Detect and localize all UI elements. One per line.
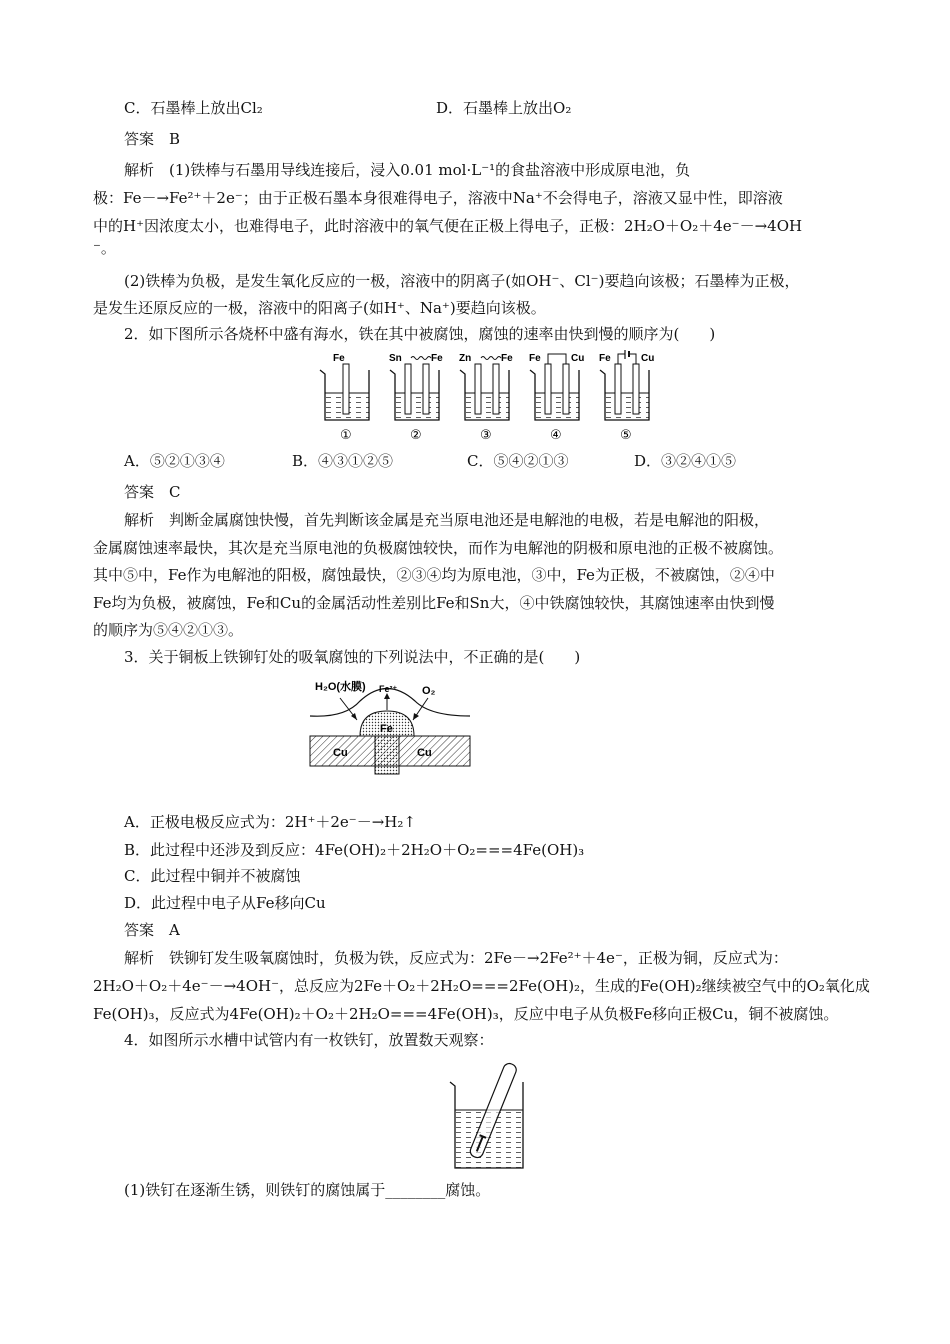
electrode-label-left: Zn [459, 353, 472, 364]
fe-label: Fe [380, 723, 393, 735]
electrode-label-right: Cu [641, 353, 655, 364]
q2-option-b: B．④③①②⑤ [292, 452, 394, 470]
electrode-label-left: Fe [599, 353, 611, 364]
rivet-shank [375, 736, 399, 774]
q1-explanation-line: 中的H⁺因浓度太小，也难得电子，此时溶液中的氧气便在正极上得电子，正极：2H₂O＋O₂＋4e⁻－→4OH [93, 217, 803, 235]
electrode-label-left: Fe [529, 353, 541, 364]
arrow-head [413, 713, 419, 720]
beaker-number: ① [340, 427, 352, 442]
q1-answer: 答案 B [124, 130, 181, 148]
rivet-corrosion-figure [305, 676, 480, 786]
wire [548, 354, 566, 364]
q4-subquestion-1: (1)铁钉在逐渐生锈，则铁钉的腐蚀属于________腐蚀。 [124, 1181, 491, 1199]
q4-stem: 4．如图所示水槽中试管内有一枚铁钉，放置数天观察： [124, 1031, 494, 1049]
q3-option-c: C．此过程中铜并不被腐蚀 [124, 867, 301, 885]
q3-option-a: A．正极电极反应式为：2H⁺＋2e⁻－→H₂↑ [124, 813, 416, 831]
q2-option-c: C．⑤④②①③ [467, 452, 569, 470]
q1-explanation-line: 是发生还原反应的一极，溶液中的阳离子(如H⁺、Na⁺)要趋向该极。 [93, 299, 546, 317]
electrode-label-left: Fe [333, 353, 345, 364]
q2-explanation-line: 其中⑤中，Fe作为电解池的阳极，腐蚀最快，②③④均为原电池，③中，Fe为正极，不被腐蚀，②④中 [93, 566, 775, 584]
beaker-4 [529, 353, 584, 442]
q2-answer: 答案 C [124, 483, 181, 501]
q3-explanation-line: Fe(OH)₃，反应式为4Fe(OH)₂＋O₂＋2H₂O===4Fe(OH)₃，反应中电子从负极Fe移向正极Cu，铜不被腐蚀。 [93, 1005, 839, 1023]
q2-explanation-line: 金属腐蚀速率最快，其次是充当原电池的负极腐蚀较快，而作为电解池的阴极和原电池的正极不被腐蚀。 [93, 539, 784, 557]
q3-stem: 3．关于铜板上铁铆钉处的吸氧腐蚀的下列说法中，不正确的是( ) [124, 648, 581, 666]
connection [411, 357, 431, 360]
electrode-label-right: Fe [501, 353, 513, 364]
q2-option-a: A．⑤②①③④ [124, 452, 225, 470]
q1-explanation-line: ⁻。 [93, 239, 116, 257]
electrode-right [423, 364, 429, 414]
electrode-left [615, 364, 621, 414]
q2-explanation-line: 的顺序为⑤④②①③。 [93, 621, 244, 639]
water-film-label: H₂O(水膜) [315, 681, 366, 693]
q2-stem: 2．如下图所示各烧杯中盛有海水，铁在其中被腐蚀，腐蚀的速率由快到慢的顺序为( ) [124, 325, 716, 343]
q1-explanation-line: 解析 (1)铁棒与石墨用导线连接后，浸入0.01 mol·L⁻¹的食盐溶液中形成原电池，负 [124, 161, 691, 179]
q2-explanation-line: 解析 判断金属腐蚀快慢，首先判断该金属是充当原电池还是电解池的电极，若是电解池的阳极， [124, 511, 770, 529]
fe2-label: Fe²⁺ [379, 684, 398, 694]
q3-option-b: B．此过程中还涉及到反应：4Fe(OH)₂＋2H₂O＋O₂===4Fe(OH)₃ [124, 841, 585, 859]
q3-explanation-line: 解析 铁铆钉发生吸氧腐蚀时，负极为铁，反应式为：2Fe－→2Fe²⁺＋4e⁻，正极为铜，反应式为： [124, 949, 788, 967]
electrode-right [563, 364, 569, 414]
q2-option-d: D．③②④①⑤ [634, 452, 737, 470]
beaker-3 [459, 353, 513, 442]
cu-label-left: Cu [333, 747, 348, 759]
test-tube-figure [445, 1060, 535, 1175]
seawater [535, 393, 579, 420]
beaker-5 [599, 350, 654, 442]
electrode-right [493, 364, 499, 414]
beaker-number: ④ [550, 427, 562, 442]
seawater [395, 393, 439, 420]
q1-option-d: D．石墨棒上放出O₂ [436, 99, 572, 117]
beakers-figure [315, 350, 675, 445]
cu-label-right: Cu [417, 747, 432, 759]
connection [481, 357, 501, 360]
q1-explanation-line: (2)铁棒为负极，是发生氧化反应的一极，溶液中的阴离子(如OH⁻、Cl⁻)要趋向该极；石墨棒为正极， [124, 272, 800, 290]
electrode-label-left: Sn [389, 353, 402, 364]
q3-option-d: D．此过程中电子从Fe移向Cu [124, 894, 326, 912]
electrode-left [545, 364, 551, 414]
wire [618, 354, 636, 364]
beaker-2 [389, 353, 443, 442]
electrode-left [475, 364, 481, 414]
seawater [605, 393, 649, 420]
electrode-label-right: Cu [571, 353, 585, 364]
o2-label: O₂ [422, 685, 436, 697]
q1-explanation-line: 极：Fe－→Fe²⁺＋2e⁻；由于正极石墨本身很难得电子，溶液中Na⁺不会得电子，溶液又显中性，即溶液 [93, 189, 783, 207]
electrode-left [405, 364, 411, 414]
beaker-1 [320, 353, 369, 442]
beaker-number: ② [410, 427, 422, 442]
q3-explanation-line: 2H₂O＋O₂＋4e⁻－→4OH⁻，总反应为2Fe＋O₂＋2H₂O===2Fe(OH)₂，生成的Fe(OH)₂继续被空气中的O₂氧化成 [93, 977, 870, 995]
electrode-left [343, 364, 349, 414]
electrode-label-right: Fe [431, 353, 443, 364]
seawater [465, 393, 509, 420]
beaker-number: ③ [480, 427, 492, 442]
beaker-number: ⑤ [620, 427, 632, 442]
q2-explanation-line: Fe均为负极，被腐蚀，Fe和Cu的金属活动性差别比Fe和Sn大，④中铁腐蚀较快，其腐蚀速率由快到慢 [93, 594, 775, 612]
electrode-right [633, 364, 639, 414]
q1-option-c: C．石墨棒上放出Cl₂ [124, 99, 263, 117]
q3-answer: 答案 A [124, 921, 180, 939]
